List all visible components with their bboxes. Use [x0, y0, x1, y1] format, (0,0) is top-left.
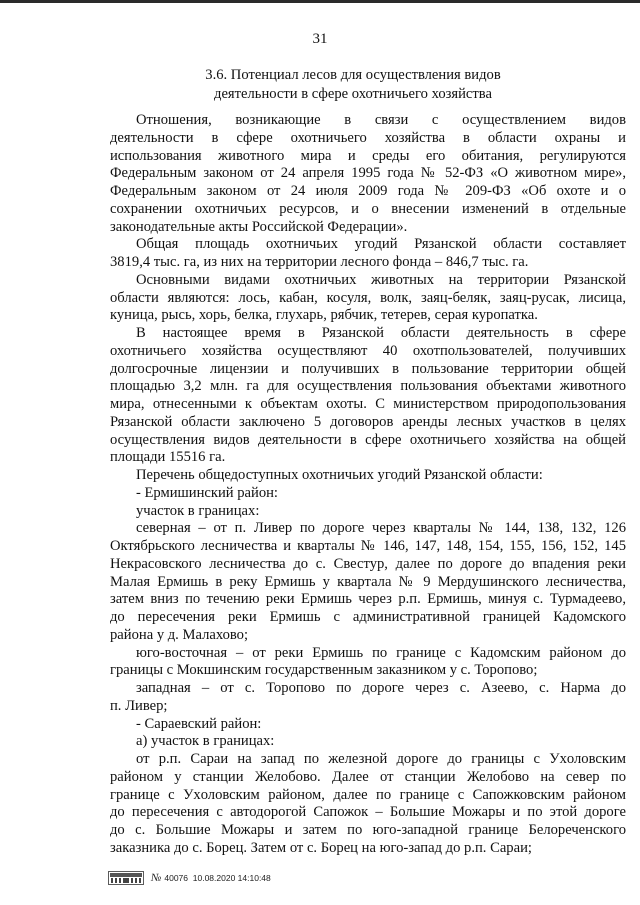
paragraph-line: Федеральным законом от 24 апреля 1995 года № 52-ФЗ «О животном мире», [110, 165, 626, 182]
paragraph-line: до пересечения с автодорогой Сапожок – Большие Можары и по этой дороге [110, 804, 626, 821]
paragraph-line: Перечень общедоступных охотничьих угодий Рязанской области: [136, 467, 543, 483]
paragraph-line: осуществления видов деятельности в сфере охотничьего хозяйства на общей [110, 431, 626, 448]
paragraph-line: - Ермишинский район: [136, 484, 278, 501]
paragraph-line: Общая площадь охотничьих угодий Рязанской области составляет [136, 236, 626, 253]
footer-registration [151, 872, 271, 884]
paragraph-line: границе с Уxоловским районом, далее по границе с Сапожковским районом [110, 786, 626, 803]
paragraph-line: северная – от п. Ливер по дороге через кварталы № 144, 138, 132, 126 [136, 520, 626, 537]
page-number: 31 [312, 31, 328, 47]
ministry-logo-icon [108, 871, 144, 885]
paragraph-line: - Сараевский район: [136, 715, 262, 732]
paragraph-line: долгосрочные лицензии и получивших в пользование территории общей [110, 360, 626, 377]
paragraph-line: использования животного мира и среды его обитания, регулируются [110, 147, 626, 164]
body-text [110, 112, 626, 858]
paragraph-line: В настоящее время в Рязанской области деятельность в сфере [136, 325, 626, 341]
paragraph-line: области являются: лось, кабан, косуля, волк, заяц-беляк, заяц-русак, лисица, [110, 289, 626, 306]
paragraph-line: затем вниз по течению реки Ермишь через р.п. Ермишь, минуя с. Турмадеево, [110, 591, 626, 608]
paragraph-line: Отношения, возникающие в связи с осуществлением видов [136, 112, 626, 128]
paragraph-line: площади 15516 га. [110, 449, 226, 466]
section-title-line: деятельности в сфере охотничьего хозяйства [214, 86, 492, 102]
paragraph-line: Федеральным законом от 24 июля 2009 года № 209-ФЗ «Об охоте и о [110, 183, 626, 199]
paragraph-line: а) участок в границах: [136, 733, 275, 750]
paragraph-line: юго-восточная – от реки Ермишь по границе с Кадомским районом до [136, 644, 626, 661]
footer-time: 14:10:48 [237, 873, 271, 883]
paragraph-line: Малая Ермишь в реку Ермишь у квартала № 9 Мердушинского лесничества, [110, 573, 626, 590]
section-title-line: 3.6. Потенциал лесов для осуществления видов [205, 67, 501, 83]
paragraph-line: 3819,4 тыс. га, из них на территории лесного фонда – 846,7 тыс. га. [110, 254, 529, 270]
paragraph-line: Некрасовского лесничества до с. Свестур, далее по дороге до впадения реки [110, 555, 626, 572]
paragraph-line: района у д. Малахово; [110, 626, 249, 643]
paragraph-line: до пересечения реки Ермишь с административной границей Кадомского [110, 609, 626, 625]
paragraph-line: западная – от с. Торопово по дороге через с. Азеево, с. Нарма до [136, 680, 626, 696]
paragraph-line: от р.п. Сараи на запад по железной дороге до границы с Уxоловским [136, 751, 626, 767]
paragraph-line: куница, рысь, хорь, белка, глухарь, рябчик, тетерев, серая куропатка. [110, 307, 538, 324]
paragraph-line: сохранении охотничьих ресурсов, и о внесении изменений в отдельные [110, 200, 626, 217]
paragraph-line: участок в границах: [136, 502, 260, 519]
paragraph-line: границы с Мокшинским государственным заказником у с. Торопово; [110, 662, 538, 679]
footer-date: 10.08.2020 [192, 873, 236, 883]
paragraph-line: площадью 3,2 млн. га для осуществления пользования объектами животного [110, 378, 626, 395]
paragraph-line: Основными видами охотничьих животных на территории Рязанской [136, 271, 626, 288]
paragraph-line: п. Ливер; [110, 697, 168, 714]
paragraph-line: законодательные акты Российской Федерации». [110, 218, 408, 235]
paragraph-line: Рязанской области заключено 5 договоров аренды лесных участков в целях [110, 413, 626, 430]
paragraph-line: Октябрьского лесничества и кварталы № 146, 147, 148, 154, 155, 156, 152, 145 [110, 538, 626, 554]
footer-stamp [108, 870, 271, 886]
section-title [140, 66, 566, 104]
scan-top-edge [0, 0, 640, 3]
paragraph-line: охотничьего хозяйства осуществляют 40 охотпользователей, получивших [110, 342, 626, 359]
paragraph-line: районом у станции Желобово. Далее от станции Желобово на север по [110, 768, 626, 785]
footer-number-sign: № [151, 872, 162, 884]
paragraph-line: до с. Большие Можары и затем по юго-западной границе Белореченского [110, 822, 626, 838]
paragraph-line: мира, отнесенными к объектам охоты. С министерством природопользования [110, 396, 626, 412]
footer-doc-number: 40076 [164, 873, 189, 883]
paragraph-line: деятельности в сфере охотничьего хозяйства в области охраны и [110, 129, 626, 146]
paragraph-line: заказника до с. Борец. Затем от с. Борец на юго-запад до р.п. Сараи; [110, 839, 532, 856]
